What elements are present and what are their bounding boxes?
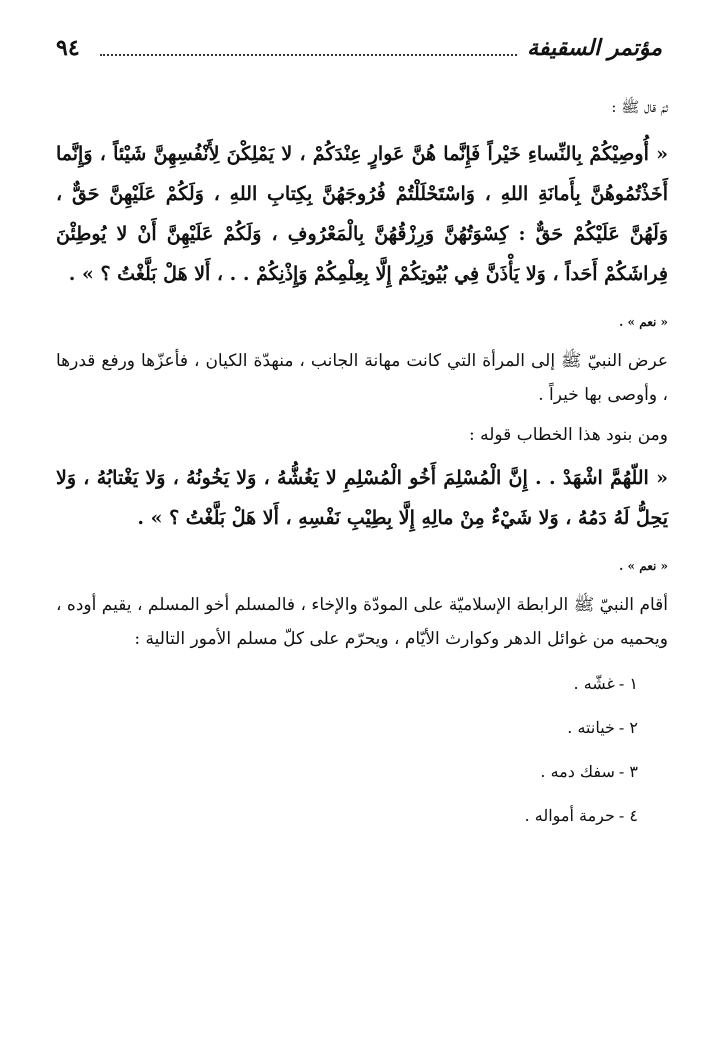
intro-line: ثمّ قال ﷺ : bbox=[611, 98, 668, 116]
hadith-quote-muslim-brother: « اللّهُمَّ اشْهَدْ . . إِنَّ الْمُسْلِمَ أَخُو الْمُسْلِمِ لا يَغُشُّهُ ، وَلا يَخُونُهُ ، وَلا يَغْتابُهُ ، وَلا يَحِلُّ لَهُ دَمُهُ ، وَلا شَيْءٌ مِنْ مالِهِ إِلَّا بِطِيْبِ نَفْسِهِ ، أَلا هَلْ بَلَّغْتُ ؟ » . bbox=[56, 467, 668, 529]
hadith-quote-women: « أُوصِيْكُمْ بِالنِّساءِ خَيْراً فَإِنَّما هُنَّ عَوارٍ عِنْدَكُمْ ، لا يَمْلِكْنَ لِأَنْفُسِهِنَّ شَيْئاً ، وَإِنَّما أَخَذْتُمُوهُنَّ بِأَمانَةِ اللهِ ، وَاسْتَحْلَلْتُمْ فُرُوجَهُنَّ بِكِتابِ اللهِ ، وَلَكُمْ عَلَيْهِنَّ حَقٌّ ، وَلَهُنَّ عَلَيْكُمْ حَقٌّ : كِسْوَتُهُنَّ وَرِزْقُهُنَّ بِالْمَعْرُوفِ ، وَلَكُمْ عَلَيْهِنَّ أَنْ لا يُوطِئْنَ فِراشَكُمْ أَحَداً ، وَلا يَأْذَنَّ فِي بُيُوتِكُمْ إِلَّا بِعِلْمِكُمْ وَإِذْنِكُمْ . . ، أَلا هَلْ بَلَّغْتُ ؟ » . bbox=[56, 143, 668, 285]
running-title: مؤتمر السقيفة bbox=[527, 35, 662, 61]
header-dotted-rule bbox=[100, 52, 517, 56]
list-item: ٢ -خيانته . bbox=[567, 718, 638, 737]
prohibitions-list bbox=[56, 662, 668, 838]
paragraph-brotherhood: أقام النبيّ ﷺ الرابطة الإسلاميّة على المودّة والإخاء ، فالمسلم أخو المسلم ، يقيم أوده ، ويحميه من غوائل الدهر وكوارث الأيّام ، ويحرّم على كلّ مسلم الأمور التالية : bbox=[56, 595, 668, 649]
page-number: ٩٤ bbox=[56, 35, 80, 61]
reply-yes-2: « نعم » . bbox=[619, 559, 668, 573]
page-body bbox=[56, 86, 668, 838]
list-item: ٤ -حرمة أمواله . bbox=[524, 806, 638, 825]
page-header bbox=[56, 30, 662, 66]
list-item: ٣ -سفك دمه . bbox=[540, 762, 638, 781]
paragraph-women: عرض النبيّ ﷺ إلى المرأة التي كانت مهانة الجانب ، منهدّة الكيان ، فأعزّها ورفع قدرها ، وأوصى بها خيراً . bbox=[56, 351, 668, 405]
paragraph-clauses: ومن بنود هذا الخطاب قوله : bbox=[468, 425, 668, 445]
reply-yes-1: « نعم » . bbox=[619, 315, 668, 329]
list-item: ١ -غشّه . bbox=[573, 674, 638, 693]
